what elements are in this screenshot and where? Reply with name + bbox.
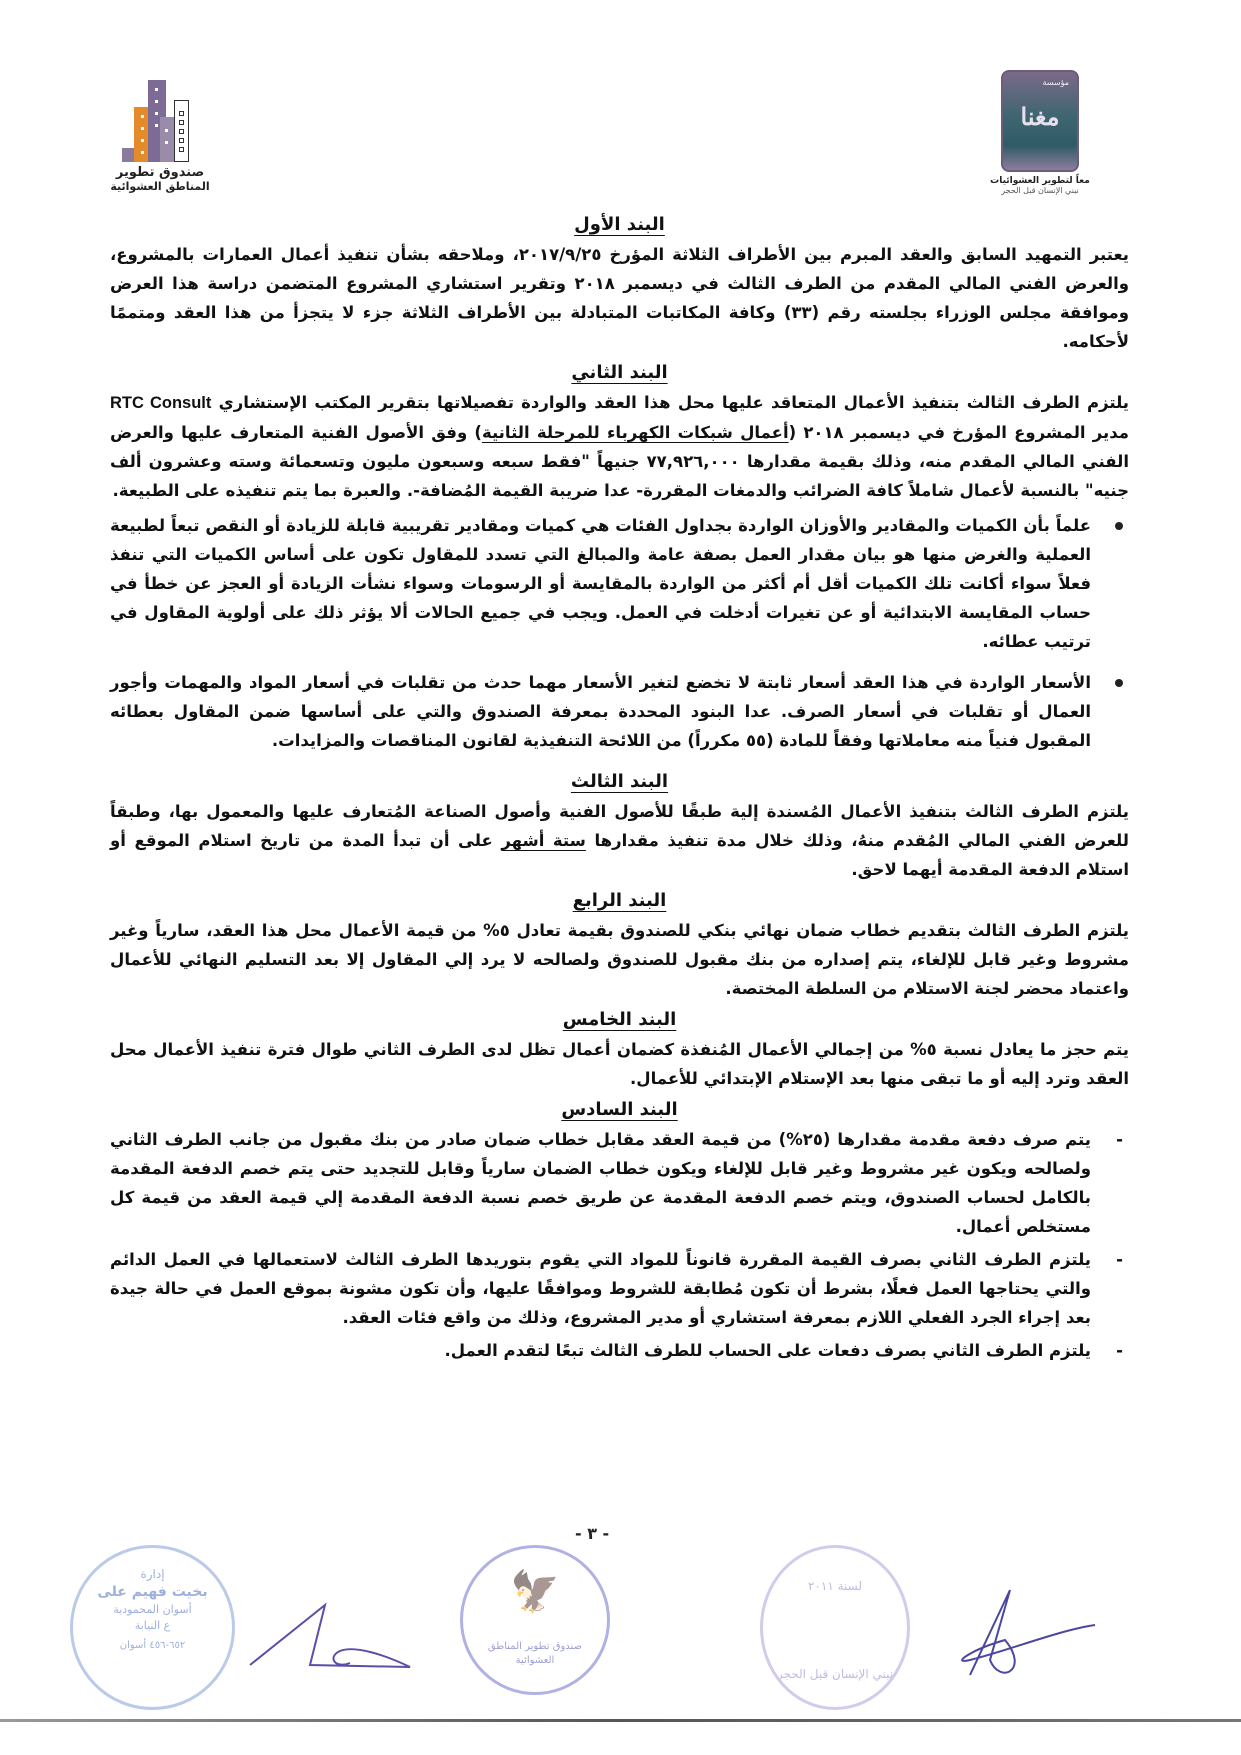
buildings-icon	[120, 80, 200, 162]
contractor-stamp	[70, 1545, 235, 1710]
bullet-icon	[1115, 679, 1123, 687]
clause-3-text-part1: يلتزم الطرف الثالث بتنفيذ الأعمال المُسندة إلية طبقًا للأصول الفنية وأصول الصناعة المُتعارف عليها والمعمول بها، وطبقاً للعرض الفني المالي المُقدم منهُ، وذلك خلال مدة تنفيذ مقدارها	[110, 802, 1129, 850]
clause-6-heading: البند السادس	[561, 1099, 678, 1120]
dash-bullet-icon: -	[1116, 1341, 1123, 1360]
stamps-area	[60, 1545, 1181, 1713]
clause-2-heading: البند الثاني	[571, 362, 668, 383]
bullet-text: الأسعار الواردة في هذا العقد أسعار ثابتة لا تخضع لتغير الأسعار مهما حدث من تقلبات في أسعار المواد والمهمات وأجور العمال أو تقلبات في أسعار الصرف. عدا البنود المحددة بمعرفة الصندوق والتي على أساسها ضمن المقاول بعطائه المقبول فنياً منه معاملاتها وفقاً للمادة (٥٥ مكرراً) من اللائحة التنفيذية لقانون المناقصات والمزايدات.	[110, 673, 1091, 750]
execution-duration: ستة أشهر	[501, 831, 586, 850]
clause-4-text: يلتزم الطرف الثالث بتقديم خطاب ضمان نهائي بنكي للصندوق بقيمة تعادل ٥% من قيمة الأعمال محل هذا العقد، سارياً وغير مشروط وغير قابل للإلغاء، يتم إصداره من بنك مقبول للصندوق ولصالحه لا يرد إلي المقاول إلا بعد التسليم النهائي للأعمال واعتماد محضر لجنة الاستلام من السلطة المختصة.	[110, 921, 1129, 998]
fund-name-line1: صندوق تطوير	[115, 165, 205, 180]
scope-of-works: أعمال شبكات الكهرباء للمرحلة الثانية	[481, 423, 789, 442]
maana-foundation-logo	[985, 70, 1095, 195]
isdf-logo	[105, 80, 215, 193]
clause-1-heading: البند الأول	[574, 214, 665, 235]
eagle-emblem-icon: 🦅	[510, 1569, 560, 1615]
dash-item	[110, 1336, 1129, 1365]
dash-bullet-icon: -	[1116, 1250, 1123, 1269]
bullet-icon	[1115, 522, 1123, 530]
logo-top-label: مؤسسة	[1042, 78, 1069, 87]
clause-5	[110, 1005, 1129, 1093]
logo-mark-text: مغنا	[1020, 102, 1060, 131]
stamp-right-year: لسنة ٢٠١١	[807, 1579, 862, 1593]
dash-item-text: يتم صرف دفعة مقدمة مقدارها (٢٥%) من قيمة العقد مقابل خطاب ضمان صادر من بنك مقبول من جانب الطرف الثاني ولصالحه ويكون غير مشروط وغير قابل للإلغاء ويكون خطاب الضمان سارياً وقابل للتجديد حتى يتم خصم الدفعة المقدمة بالكامل لحساب الصندوق، ويتم خصم الدفعة المقدمة عن طريق خصم نسبة الدفعة المقدمة إلي قيمة العقد من قيمة كل مستخلص أعمال.	[110, 1130, 1091, 1236]
clause-2-bullets	[110, 511, 1129, 755]
bullet-item	[110, 668, 1129, 755]
bullet-text: علماً بأن الكميات والمقادير والأوزان الواردة بجداول الفئات هي كميات ومقادير تقريبية قابلة للزيادة أو النقص تبعاً لطبيعة العملية والغرض منها هو بيان مقدار العمل بصفة عامة والمبالغ التي تسدد للمقاول تكون على أساس الكميات التي تنفذ فعلاً سواء أكانت تلك الكميات أقل أم أكثر من الواردة بالمقايسة أو الرسومات وسواء نشأت الزيادة أو العجز عن خطأ في حساب المقايسة الابتدائية أو عن تغيرات أدخلت في العمل. ويجب في جميع الحالات ألا يؤثر ذلك على أولوية المقاول في ترتيب عطائه.	[110, 516, 1091, 651]
dash-item	[110, 1125, 1129, 1241]
dash-item-text: يلتزم الطرف الثاني بصرف دفعات على الحساب للطرف الثالث تبعًا لتقدم العمل.	[444, 1341, 1091, 1360]
logo-caption-slogan: نبني الإنسان قبل الحجر	[1001, 186, 1079, 195]
dash-bullet-icon: -	[1116, 1130, 1123, 1149]
clause-2-text	[110, 388, 1129, 505]
fund-name-line2: المناطق العشوائية	[110, 180, 210, 193]
stamp-left-line3: أسوان المحمودية	[113, 1603, 192, 1616]
clause-5-text: يتم حجز ما يعادل نسبة ٥% من إجمالي الأعمال المُنفذة كضمان أعمال تظل لدى الطرف الثاني طوال فترة تنفيذ الأعمال محل العقد وترد إليه أو ما تبقى منها بعد الإستلام الإبتدائي للأعمال.	[110, 1040, 1129, 1088]
clause-5-heading: البند الخامس	[562, 1009, 677, 1030]
signature-left-icon	[245, 1585, 415, 1675]
clause-4-heading: البند الرابع	[572, 890, 667, 911]
clause-2-text-part3: ) وفق الأصول الفنية المتعارف عليها والعرض الفني المالي المقدم منه، وذلك بقيمة مقدارها	[110, 423, 1130, 471]
signature-right-icon	[930, 1575, 1100, 1685]
consultant-name: RTC Consult	[110, 394, 212, 412]
clause-3-heading: البند الثالث	[570, 771, 669, 792]
bottom-divider	[0, 1719, 1241, 1722]
contract-body	[110, 208, 1129, 1369]
contract-amount: ٧٧,٩٢٦,٠٠٠	[646, 452, 740, 471]
fund-seal-stamp	[460, 1545, 610, 1695]
stamp-left-line5: ٦٥٢-٤٥٦ أسوان	[119, 1640, 186, 1651]
clause-6	[110, 1095, 1129, 1365]
clause-2-text-part4: جنيهاً "فقط سبعه وسبعون مليون وتسعمائة وسته وعشرون ألف جنيه" بالنسبة لأعمال شاملاً كافة الضرائب والدمغات المقررة- عدا ضريبة القيمة المُضافة-. والعبرة بما يتم تنفيذه على الطبيعة.	[110, 452, 1129, 500]
clause-3-text	[110, 797, 1129, 884]
clause-3-text-part2: على أن تبدأ المدة من تاريخ استلام الموقع أو استلام الدفعة المقدمة أيهما لاحق.	[110, 831, 1129, 879]
foundation-stamp	[760, 1545, 910, 1710]
dash-item	[110, 1245, 1129, 1332]
page-number: - ٣ -	[575, 1524, 610, 1543]
clause-3	[110, 767, 1129, 884]
clause-2-text-part2: مدير المشروع المؤرخ في ديسمبر ٢٠١٨ (	[788, 423, 1129, 442]
clause-2-text-part1: يلتزم الطرف الثالث بتنفيذ الأعمال المتعاقد عليها محل هذا العقد والواردة تفصيلاتها بتقرير المكتب الإستشاري	[218, 393, 1130, 412]
clause-1	[110, 210, 1129, 356]
logo-caption-main: معاً لتطوير العشوائيات	[990, 176, 1090, 186]
stamp-right-caption: نبني الإنسان قبل الحجر	[776, 1667, 894, 1681]
stamp-left-line2: بخيت فهيم على	[97, 1584, 208, 1600]
clause-6-items	[110, 1125, 1129, 1365]
clause-4	[110, 886, 1129, 1003]
stamp-left-line4: ع النيابة	[134, 1619, 171, 1632]
clause-1-text: يعتبر التمهيد السابق والعقد المبرم بين الأطراف الثلاثة المؤرخ ٢٠١٧/٩/٢٥، وملاحقه بشأن تنفيذ أعمال العمارات بالمشروع، والعرض الفني المالي المقدم من الطرف الثالث في ديسمبر ٢٠١٨ وتقرير استشاري المشروع المتضمن دراسة هذا العرض وموافقة مجلس الوزراء بجلسته رقم (٣٣) وكافة المكاتبات المتبادلة بين الأطراف الثلاثة جزء لا يتجزأ من هذا العقد ومتممًا لأحكامه.	[110, 245, 1130, 351]
dash-item-text: يلتزم الطرف الثاني بصرف القيمة المقررة قانوناً للمواد التي يقوم بتوريدها الطرف الثالث لاستعمالها في العمل الدائم والتي يحتاجها العمل فعلًا، بشرط أن تكون مُطابقة للشروط وموافقًا عليها، وأن تكون مشونة بموقع العمل في حالة جيدة بعد إجراء الجرد الفعلي اللازم بمعرفة استشاري أو مدير المشروع، وذلك من واقع فئات العقد.	[110, 1250, 1091, 1327]
stamp-left-line1: إدارة	[140, 1567, 165, 1581]
maana-logo-mark-icon	[1001, 70, 1079, 172]
clause-2	[110, 358, 1129, 755]
stamp-mid-caption: صندوق تطوير المناطق العشوائية	[487, 1641, 583, 1666]
bullet-item	[110, 511, 1129, 656]
